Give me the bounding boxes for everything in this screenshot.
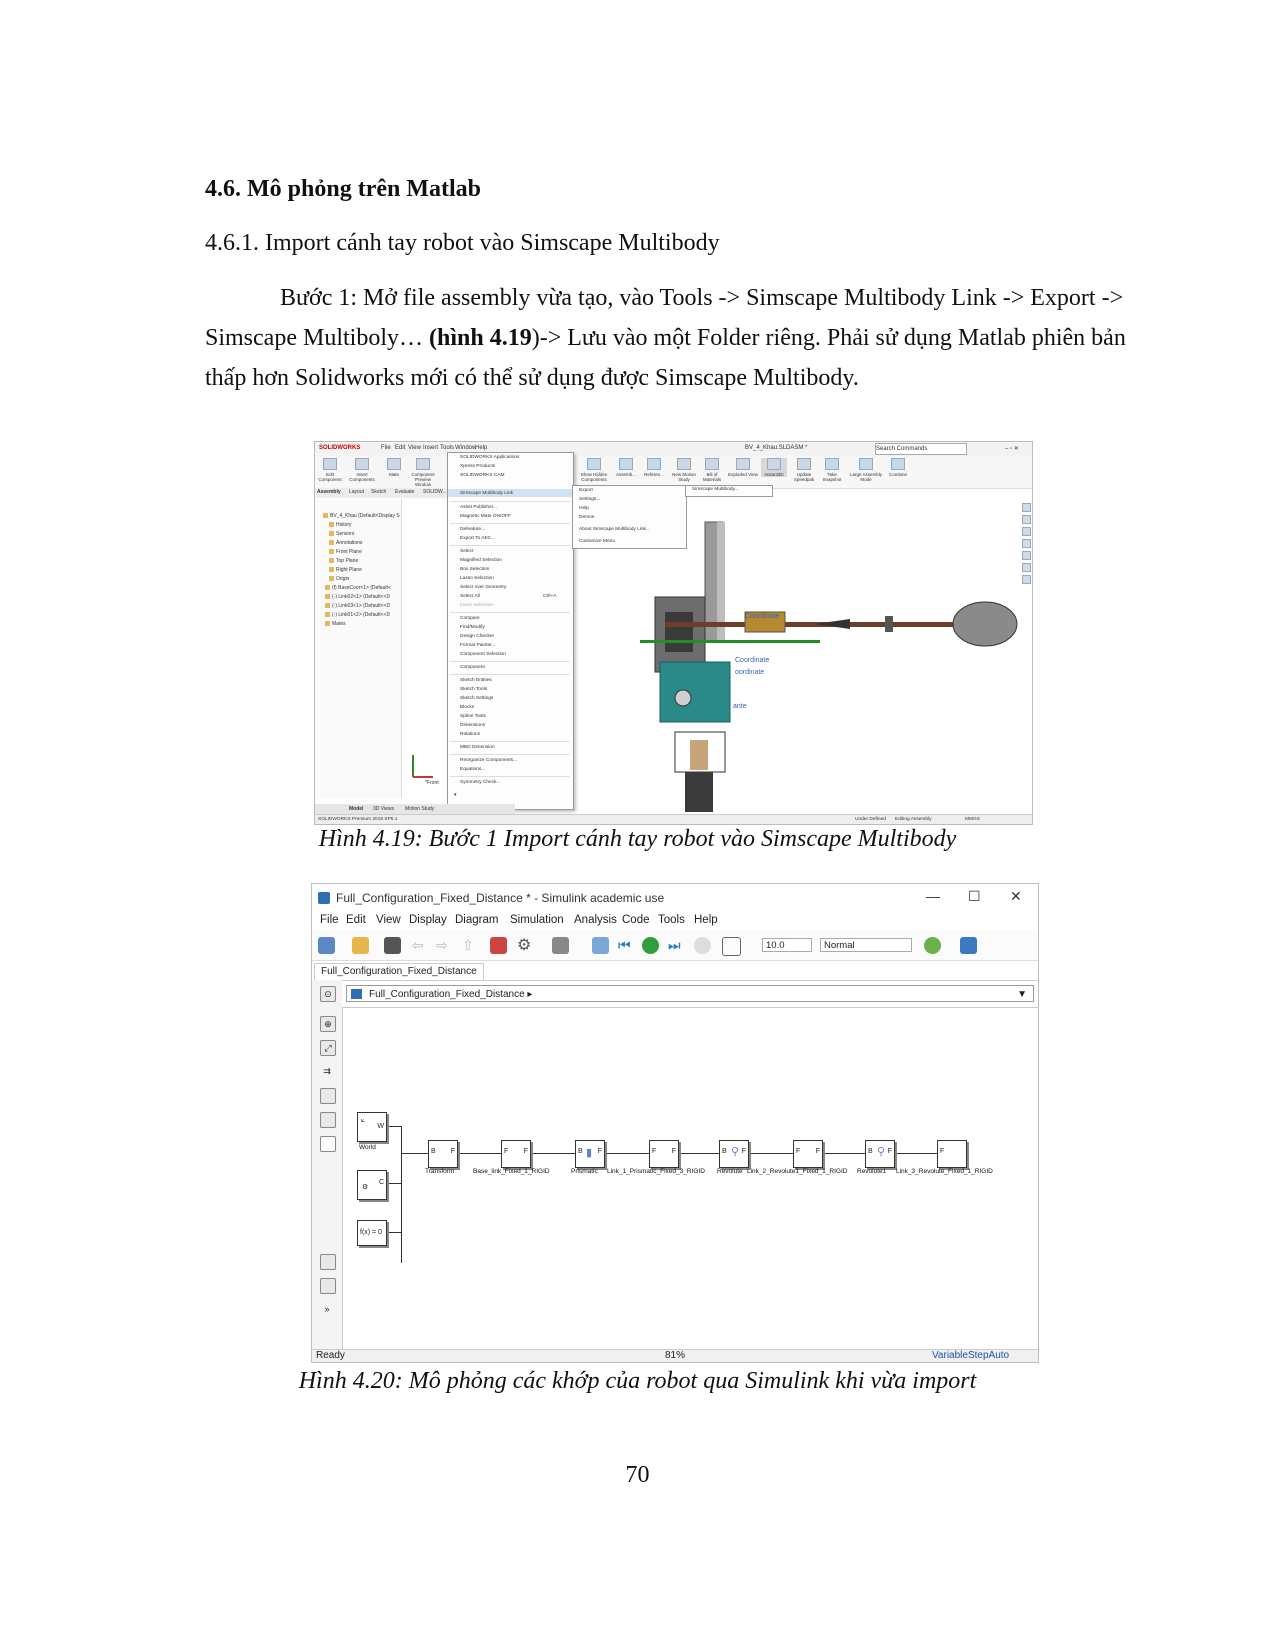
rigid-transform-block[interactable]: F [937,1140,967,1168]
page-number: 70 [625,1462,650,1488]
tree-item[interactable]: Front Plane [329,549,362,555]
menu-item[interactable]: Defeature... [460,527,486,532]
area-icon[interactable] [320,1136,336,1152]
menu-item[interactable]: Magnified Selection [460,558,502,563]
sw-view-label: *Front [425,780,439,786]
up-icon[interactable]: ⇧ [462,937,474,953]
sw-window-controls[interactable]: – ▫ ✕ [1005,446,1019,452]
sl-address-bar [342,981,1038,1008]
submenu-item[interactable]: Demos [579,515,595,520]
arrow-icon[interactable]: ⇉ [323,1066,331,1076]
sw-menu-window[interactable]: Window [455,445,477,451]
sw-tab-evaluate[interactable]: Evaluate [395,489,415,495]
sw-ribbon-btn[interactable]: Referen... [641,458,667,477]
menu-item[interactable]: Xpress Products [460,464,496,469]
menu-item[interactable]: Find/Modify [460,625,485,630]
submenu-item[interactable]: About Simscape Multibody Link... [579,527,650,532]
sw-status: Under Defined [855,817,886,822]
save-icon[interactable] [384,937,401,954]
sl-window-title: Full_Configuration_Fixed_Distance * - Simulink academic use [336,891,665,905]
sl-menu-edit[interactable]: Edit [346,914,366,926]
sw-ribbon-btn[interactable]: Combine [885,458,911,477]
coord-label: oordinate [735,669,765,676]
tree-item[interactable]: (f) BaseCoor<1> (Default< [325,585,391,591]
scope-icon[interactable] [722,937,741,956]
sl-canvas[interactable] [343,1008,1038,1349]
body-paragraph [205,278,1135,398]
sw-ribbon-btn[interactable]: Component Preview Window [410,458,436,487]
sw-status: Editing Assembly [895,817,932,822]
sw-ribbon-btn[interactable]: Insert Components [345,458,379,482]
block-label: Revolute1 [857,1168,887,1175]
more-icon[interactable]: » [324,1304,330,1314]
sl-menu-simulation[interactable]: Simulation [510,914,564,926]
sl-tabrow [312,962,1038,981]
paragraph-figure-ref: (hình 4.19 [429,325,532,351]
menu-item[interactable]: Select [460,549,474,554]
block-label: Base_link_Fixed_1_RIGID [473,1168,550,1175]
stop-icon[interactable] [694,937,711,954]
block-label: Link_1_Prismatic_Fixed_3_RIGID [607,1168,705,1175]
camera-icon[interactable] [320,1254,336,1270]
check-icon[interactable] [924,937,941,954]
coord-label: Coordinate [745,613,780,620]
sw-ribbon-btn[interactable]: Update Speedpak [791,458,817,482]
block-label: Prismatic [571,1168,598,1175]
sw-statusbar [315,814,1032,825]
menu-item[interactable]: Asset Publisher... [460,505,498,510]
menu-item[interactable]: Select All [460,594,480,599]
subsection-heading: 4.6.1. Import cánh tay robot vào Simscape Multibody [205,230,720,256]
menu-item[interactable]: Symmetry Check... [460,780,501,785]
model-browser-icon[interactable] [320,1278,336,1294]
sl-menu-display[interactable]: Display [409,914,447,926]
block-label: Transform [425,1168,455,1175]
sl-menu-file[interactable]: File [320,914,339,926]
maximize-icon[interactable]: ☐ [968,888,981,904]
hide-browser-icon[interactable]: ⊙ [320,986,336,1002]
sw-ribbon-btn[interactable]: Edit Component [317,458,343,482]
menu-item[interactable]: Sketch Entities [460,678,492,683]
sw-tab-solidworks[interactable]: SOLIDW... [423,489,447,495]
tree-item[interactable]: BV_4_Khau (Default<Display S [323,513,400,519]
export-submenu [685,485,773,497]
menu-item-simscape[interactable]: Simscape Multibody Link [460,491,514,496]
library-browser-icon[interactable] [490,937,507,954]
menu-item[interactable]: Design Checker [460,634,495,639]
menu-item[interactable]: Export To AEC... [460,536,496,541]
block-label: Revolute [717,1168,743,1175]
model-explorer-icon[interactable] [552,937,569,954]
status-ready: Ready [316,1350,345,1361]
tree-item[interactable]: Mates [325,621,346,627]
sw-menu-edit[interactable]: Edit [395,445,406,451]
sw-ribbon-btn[interactable]: Instant3D [761,458,787,477]
run-icon[interactable] [642,937,659,954]
sw-menu-file[interactable]: File [381,445,391,451]
sw-ribbon-btn[interactable]: Bill of Materials [699,458,725,482]
sw-ribbon-btn[interactable]: Large Assembly Mode [849,458,883,482]
sl-menu-help[interactable]: Help [694,914,718,926]
coord-label: ante [733,703,747,710]
rigid-transform-block[interactable]: F F [793,1140,823,1168]
annotation-icon[interactable] [320,1088,336,1104]
back-icon[interactable]: ⇦ [412,937,424,953]
menu-item[interactable]: Relations [460,732,480,737]
sw-menubar [315,442,1032,457]
prismatic-joint-block[interactable]: B ▮ F [575,1140,605,1168]
submenu-item[interactable]: Customize Menu [579,539,615,544]
sl-menu-analysis[interactable]: Analysis [574,914,617,926]
breadcrumb[interactable]: Full_Configuration_Fixed_Distance ▸ ▼ [346,985,1034,1002]
stop-time-input[interactable]: 10.0 [762,938,812,952]
menu-item[interactable]: Spline Tools [460,714,486,719]
tree-item[interactable]: (-) Link01<2> (Default<<D [325,612,390,618]
menu-item[interactable]: Lasso Selection [460,576,494,581]
sw-menu-help[interactable]: Help [475,445,488,451]
tree-item[interactable]: Annotations [329,540,362,546]
sw-tab-model[interactable]: Model [349,806,364,812]
sw-ribbon-btn[interactable]: Take Snapshot [819,458,845,482]
menu-item[interactable]: SOLIDWORKS Applications [460,455,520,460]
tree-item[interactable]: (-) Link03<1> (Default<<D [325,603,390,609]
sl-statusbar [312,1349,1038,1363]
sw-menu-insert[interactable]: Insert [423,445,439,451]
open-folder-icon[interactable] [352,937,369,954]
menu-item[interactable]: Select over Geometry [460,585,507,590]
menu-item[interactable]: Equations... [460,767,486,772]
simscape-submenu [572,485,687,549]
sl-menu-view[interactable]: View [376,914,401,926]
status-zoom: 81% [665,1350,686,1361]
simulink-screenshot [311,883,1039,1363]
menu-item[interactable]: Sketch Settings [460,696,494,701]
menu-item[interactable]: Component Selection [460,652,506,657]
sl-menu-code[interactable]: Code [622,914,650,926]
sw-feature-tree [315,499,402,799]
sw-bottom-tabs [315,804,515,814]
rigid-transform-block[interactable]: F F [501,1140,531,1168]
menu-item[interactable]: MBD Dimension [460,745,495,750]
calendar-icon[interactable] [960,937,977,954]
simulation-mode-select[interactable]: Normal [820,938,912,952]
sw-tab-3dviews[interactable]: 3D Views [373,806,395,812]
paragraph-text-2: )-> Lưu vào một Folder riêng. Phải sử dụng Matlab phiên bản thấp hơn Solidworks mới có thể sử dụng được Simscape Multibody. [205,325,1126,391]
new-model-icon[interactable] [318,937,335,954]
block-label: Link_3_Revolute_Fixed_1_RIGID [896,1168,993,1175]
solver-configuration-block[interactable]: f(x) = 0 [357,1220,387,1246]
sl-menu-tools[interactable]: Tools [658,914,685,926]
sw-ribbon-btn[interactable]: Mate [381,458,407,477]
sw-logo: SOLIDWORKS [319,445,361,451]
tree-item[interactable]: (-) Link02<1> (Default<<D [325,594,390,600]
sw-tab-sketch[interactable]: Sketch [371,489,387,495]
sw-menu-view[interactable]: View [408,445,421,451]
sw-tab-motion[interactable]: Motion Study [405,806,435,812]
sw-command-tabs [315,488,455,498]
menu-item[interactable]: Magnetic Mate ON/OFF [460,514,511,519]
coord-label: Coordinate [735,657,770,664]
menu-expand-icon[interactable]: ▾ [454,793,457,798]
menu-item[interactable]: SOLIDWORKS CAM [460,473,505,478]
sl-titlebar [312,884,1038,912]
tree-item[interactable]: Sensors [329,531,354,537]
sl-menubar [312,912,1038,930]
submenu-item[interactable]: Settings... [579,497,601,502]
sw-status-units[interactable]: MMGS [965,817,980,822]
menu-item[interactable]: Invert Selection [460,603,494,608]
image-icon[interactable] [320,1112,336,1128]
step-forward-icon[interactable]: ⏭ [668,937,681,953]
zoom-icon[interactable]: ⊕ [320,1016,336,1032]
submenu-item-simscape-multibody[interactable]: Simscape Multibody... [692,487,739,492]
solidworks-screenshot [314,441,1033,825]
sw-status-version: SOLIDWORKS Premium 2019 SP5.1 [318,817,398,822]
sw-ribbon-btn[interactable]: Show Hidden Components [577,458,611,482]
world-frame-block[interactable]: ⟀ W [357,1112,387,1142]
tree-item[interactable]: Right Plane [329,567,362,573]
sw-ribbon-btn[interactable]: New Motion Study [671,458,697,482]
tree-item[interactable]: Top Plane [329,558,358,564]
revolute-joint-block[interactable]: B ⚲ F [719,1140,749,1168]
fit-view-icon[interactable]: ⤢ [320,1040,336,1056]
sw-menu-tools[interactable]: Tools [440,445,455,451]
forward-icon[interactable]: ⇨ [436,937,448,953]
menu-item[interactable]: Format Painter... [460,643,496,648]
sw-search-input[interactable]: Search Commands [875,443,967,455]
menu-item[interactable]: Reorganize Components... [460,758,518,763]
sw-tab-layout[interactable]: Layout [349,489,365,495]
build-icon[interactable] [592,937,609,954]
menu-item[interactable]: Component [460,665,485,670]
sw-task-pane-icons[interactable] [1021,500,1031,620]
close-icon[interactable]: ✕ [1010,888,1022,904]
block-label: World [359,1144,376,1151]
simulink-app-icon [318,892,330,904]
menu-item[interactable]: Dimensions [460,723,486,728]
sw-ribbon-btn[interactable]: Exploded View [727,458,759,477]
section-heading: 4.6. Mô phỏng trên Matlab [205,176,481,202]
sl-palette [312,980,343,1349]
sw-doc-title: BV_4_Khau.SLDASM * [745,445,808,451]
tools-menu [447,452,574,810]
sw-ribbon-btn[interactable]: Assemb... [613,458,639,477]
tree-item[interactable]: Origin [329,576,349,582]
figure-1-caption: Hình 4.19: Bước 1 Import cánh tay robot vào Simscape Multibody [318,826,957,852]
submenu-item[interactable]: Help [579,506,589,511]
sw-tab-assembly[interactable]: Assembly [317,489,341,495]
menu-item[interactable]: Sketch Tools [460,687,488,692]
revolute-joint-block[interactable]: B ⚲ F [865,1140,895,1168]
gear-icon[interactable]: ⚙ [517,937,532,954]
sl-toolbar [312,930,1038,961]
sl-menu-diagram[interactable]: Diagram [455,914,499,926]
rigid-transform-block[interactable]: F F [649,1140,679,1168]
paragraph-text-1: Bước 1: Mở file assembly vừa tạo, vào Tools -> Simscape Multibody Link -> Export -> Simscape Multiboly… [205,285,1124,351]
submenu-item-export[interactable]: Export [579,488,593,493]
model-tab[interactable]: Full_Configuration_Fixed_Distance [314,963,484,980]
transform-block[interactable]: B F [428,1140,458,1168]
menu-item[interactable]: Box Selection [460,567,490,572]
mechanism-configuration-block[interactable]: ⚙ C [357,1170,387,1200]
figure-2-caption: Hình 4.20: Mô phỏng các khớp của robot qua Simulink khi vừa import [298,1368,977,1394]
menu-shortcut: Ctrl+A [543,594,557,599]
tree-item[interactable]: History [329,522,352,528]
menu-item[interactable]: Compare [460,616,480,621]
status-solver[interactable]: VariableStepAuto [932,1350,1010,1361]
menu-item[interactable]: Blocks [460,705,475,710]
step-back-icon[interactable]: ⏮ [618,937,631,953]
minimize-icon[interactable]: — [926,888,940,904]
block-label: Link_2_Revolute1_Fixed_1_RIGID [747,1168,848,1175]
